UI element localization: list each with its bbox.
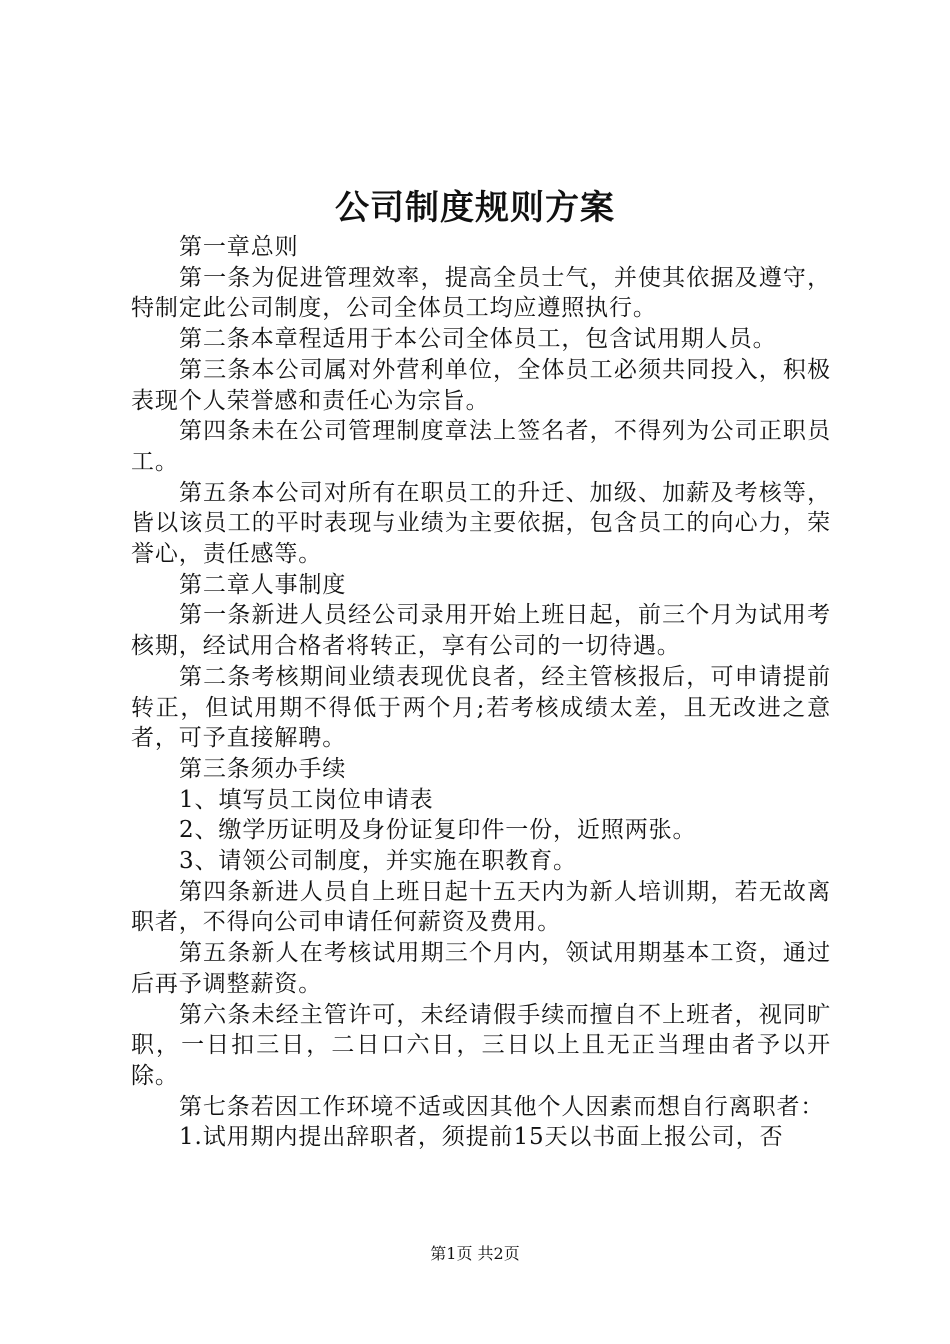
paragraph: 第五条新人在考核试用期三个月内，领试用期基本工资，通过后再予调整薪资。 [131, 940, 831, 997]
page-number: 第1页 共2页 [430, 1244, 520, 1263]
paragraph: 第三条须办手续 [179, 755, 347, 782]
list-item: 3、请领公司制度，并实施在职教育。 [179, 848, 577, 875]
document-title: 公司制度规则方案 [335, 188, 615, 228]
list-item: 1、填写员工岗位申请表 [179, 786, 434, 813]
paragraph: 第六条未经主管许可，未经请假手续而擅自不上班者，视同旷职，一日扣三日，二日口六日，三日以上且无正当理由者予以开除。 [131, 1001, 831, 1089]
paragraph: 第七条若因工作环境不适或因其他个人因素而想自行离职者： [179, 1093, 825, 1120]
paragraph: 第一条新进人员经公司录用开始上班日起，前三个月为试用考核期，经试用合格者将转正，享有公司的一切待遇。 [131, 602, 831, 660]
paragraph: 第四条新进人员自上班日起十五天内为新人培训期，若无故离职者，不得向公司申请任何薪资及费用。 [131, 878, 831, 936]
paragraph: 第二条考核期间业绩表现优良者，经主管核报后，可申请提前转正，但试用期不得低于两个月;若考核成绩太差，且无改进之意者，可予直接解聘。 [131, 663, 831, 752]
list-item: 1.试用期内提出辞职者，须提前15天以书面上报公司，否 [179, 1124, 784, 1151]
paragraph: 第五条本公司对所有在职员工的升迁、加级、加薪及考核等，皆以该员工的平时表现与业绩为主要依据，包含员工的向心力，荣誉心，责任感等。 [131, 479, 831, 568]
chapter-heading: 第二章人事制度 [179, 571, 347, 598]
paragraph: 第四条未在公司管理制度章法上签名者，不得列为公司正职员工。 [131, 418, 831, 475]
paragraph: 第一条为促进管理效率，提高全员士气，并使其依据及遵守，特制定此公司制度，公司全体员工均应遵照执行。 [131, 264, 831, 322]
chapter-heading: 第一章总则 [179, 234, 299, 260]
list-item: 2、缴学历证明及身份证复印件一份，近照两张。 [179, 817, 697, 844]
paragraph: 第二条本章程适用于本公司全体员工，包含试用期人员。 [179, 326, 777, 353]
document-body [131, 232, 831, 1153]
paragraph: 第三条本公司属对外营利单位，全体员工必须共同投入，积极表现个人荣誉感和责任心为宗旨。 [131, 356, 831, 414]
